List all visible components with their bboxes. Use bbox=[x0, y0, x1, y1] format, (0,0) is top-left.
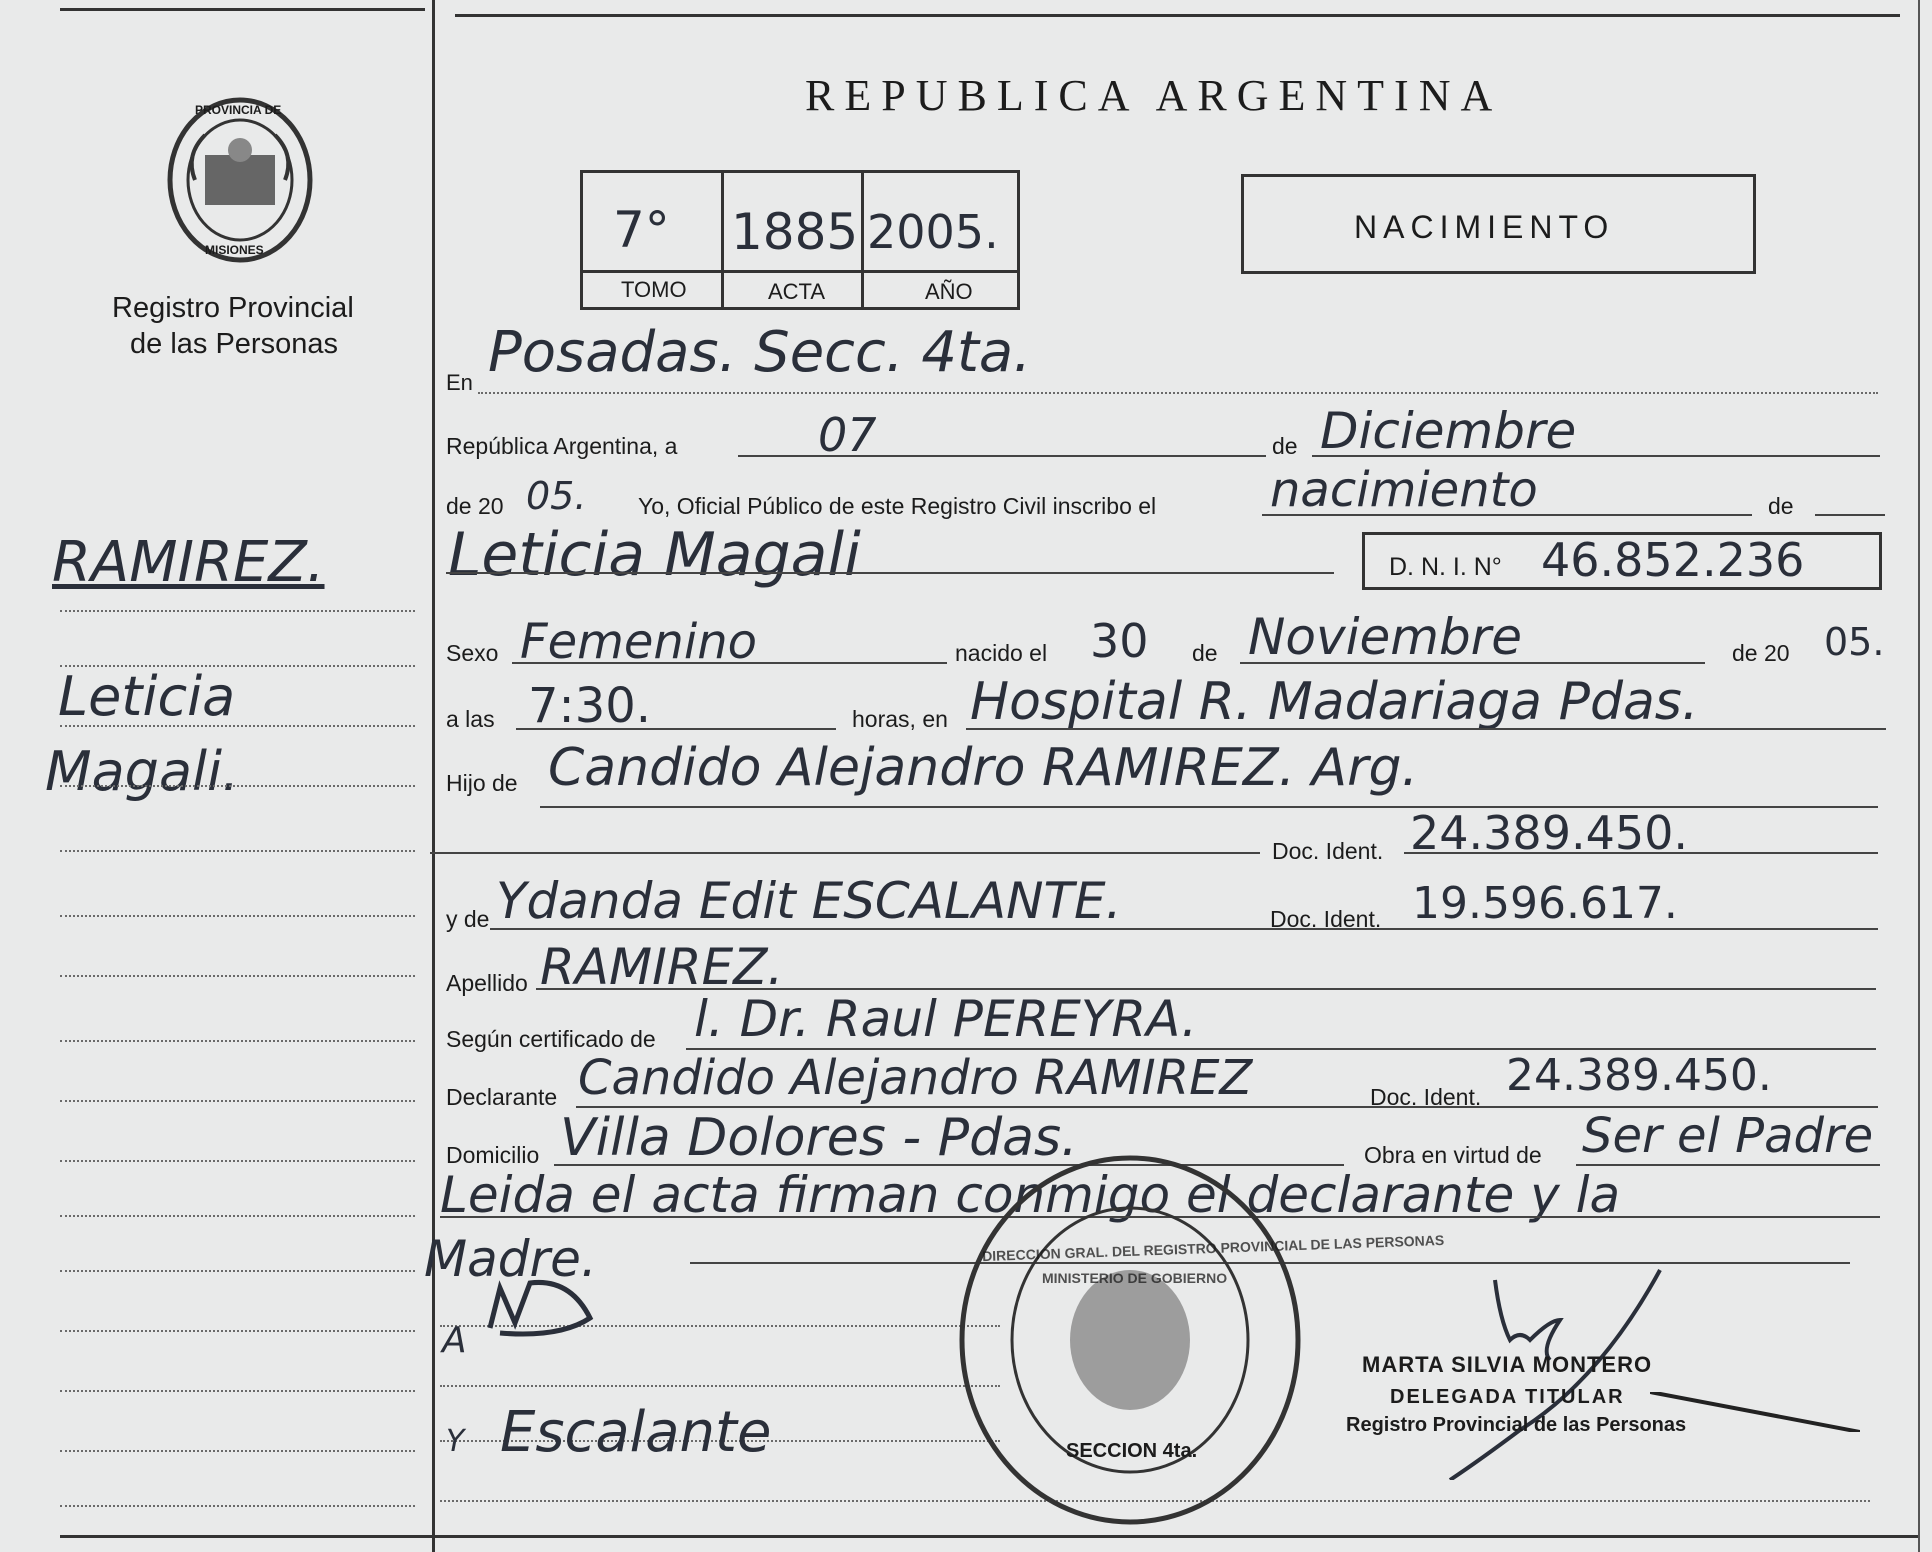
margin-line bbox=[60, 665, 415, 667]
margin-line bbox=[60, 1330, 415, 1332]
doc-ident-label-3: Doc. Ident. bbox=[1370, 1084, 1482, 1110]
margin-line bbox=[60, 725, 415, 727]
declarante-label: Declarante bbox=[446, 1084, 558, 1110]
margin-line bbox=[60, 1450, 415, 1452]
month-value: Diciembre bbox=[1320, 402, 1577, 460]
en-line bbox=[478, 392, 1878, 394]
margin-line bbox=[60, 975, 415, 977]
mother-doc: 19.596.617. bbox=[1412, 878, 1678, 929]
province-seal bbox=[165, 95, 315, 265]
signature1-mark: A bbox=[442, 1320, 467, 1361]
de-label-3: de bbox=[1192, 640, 1218, 666]
tomo-value: 7° bbox=[613, 201, 670, 259]
margin-surname: RAMIREZ. bbox=[52, 530, 325, 595]
stamp-section: SECCION 4ta. bbox=[1066, 1440, 1198, 1462]
alas-label: a las bbox=[446, 706, 495, 732]
de-label: de bbox=[1272, 433, 1298, 459]
margin-line bbox=[60, 1270, 415, 1272]
registry-type-label: NACIMIENTO bbox=[1354, 209, 1615, 245]
record-divider bbox=[721, 173, 724, 307]
horas-label: horas, en bbox=[852, 706, 948, 732]
hour-value: 7:30. bbox=[528, 678, 652, 734]
de20-label-2: de 20 bbox=[1732, 640, 1790, 666]
de-label-2: de bbox=[1768, 493, 1794, 519]
note-line-2: Madre. bbox=[424, 1230, 597, 1288]
obra-line bbox=[1576, 1164, 1880, 1166]
signature-line bbox=[440, 1385, 1000, 1387]
apellido-value: RAMIREZ. bbox=[540, 938, 784, 996]
declarante-doc: 24.389.450. bbox=[1506, 1050, 1772, 1101]
yo-text: Yo, Oficial Público de este Registro Civil inscribo el bbox=[638, 493, 1157, 519]
acta-label: ACTA bbox=[768, 279, 826, 304]
birth-month-line bbox=[1240, 662, 1705, 664]
name-value: Leticia Magali bbox=[448, 520, 861, 590]
place-value: Hospital R. Madariaga Pdas. bbox=[970, 672, 1699, 732]
right-edge bbox=[1918, 0, 1920, 1552]
apellido-label: Apellido bbox=[446, 970, 528, 996]
father-doc: 24.389.450. bbox=[1410, 806, 1688, 860]
stamp-inner-text: MINISTERIO DE GOBIERNO bbox=[1042, 1270, 1228, 1286]
name-line bbox=[446, 572, 1334, 574]
father-line-2 bbox=[430, 852, 1260, 854]
official-title: DELEGADA TITULAR bbox=[1390, 1386, 1625, 1408]
margin-line bbox=[60, 1160, 415, 1162]
father-value: Candido Alejandro RAMIREZ. Arg. bbox=[548, 738, 1419, 798]
sexo-line bbox=[512, 662, 947, 664]
margin-line bbox=[60, 610, 415, 612]
doc-ident-label: Doc. Ident. bbox=[1272, 838, 1384, 864]
place-line bbox=[966, 728, 1886, 730]
mother-value: Ydanda Edit ESCALANTE. bbox=[496, 872, 1122, 930]
obra-value: Ser el Padre bbox=[1582, 1108, 1874, 1164]
margin-line bbox=[60, 1390, 415, 1392]
month-line bbox=[1312, 455, 1880, 457]
sexo-value: Femenino bbox=[520, 614, 757, 670]
en-value: Posadas. Secc. 4ta. bbox=[488, 320, 1032, 385]
de-line-2 bbox=[1815, 514, 1885, 516]
margin-line bbox=[60, 1215, 415, 1217]
official-name: MARTA SILVIA MONTERO bbox=[1362, 1352, 1653, 1377]
margin-line bbox=[60, 1040, 415, 1042]
record-divider bbox=[861, 173, 864, 307]
official-stamp bbox=[955, 1150, 1305, 1530]
official-strike-line bbox=[1650, 1392, 1860, 1432]
birth-month: Noviembre bbox=[1248, 608, 1522, 666]
registry-name-line2: de las Personas bbox=[130, 328, 338, 360]
day-line bbox=[738, 455, 1266, 457]
registry-type-box bbox=[1241, 174, 1756, 274]
republica-label: República Argentina, a bbox=[446, 433, 678, 459]
event-line bbox=[1262, 514, 1752, 516]
left-column-top-rule bbox=[60, 8, 425, 11]
bottom-rule bbox=[60, 1535, 1920, 1538]
margin-line bbox=[60, 1100, 415, 1102]
country-title: REPUBLICA ARGENTINA bbox=[805, 71, 1503, 120]
signature2-mark: Y bbox=[446, 1424, 465, 1459]
seal-ring-bottom: MISIONES bbox=[205, 243, 264, 257]
dni-box bbox=[1362, 532, 1882, 590]
column-divider bbox=[432, 0, 435, 1552]
margin-line bbox=[60, 850, 415, 852]
domicilio-value: Villa Dolores - Pdas. bbox=[560, 1108, 1078, 1168]
ano-label: AÑO bbox=[925, 279, 973, 304]
event-value: nacimiento bbox=[1270, 462, 1538, 518]
official-office: Registro Provincial de las Personas bbox=[1346, 1414, 1687, 1436]
right-column-top-rule bbox=[455, 14, 1900, 17]
segun-label: Según certificado de bbox=[446, 1026, 656, 1052]
domicilio-label: Domicilio bbox=[446, 1142, 540, 1168]
margin-line bbox=[60, 915, 415, 917]
declarante-signature: Escalante bbox=[500, 1400, 772, 1465]
margin-given-name-1: Leticia bbox=[58, 665, 236, 728]
nacido-label: nacido el bbox=[955, 640, 1048, 666]
official-stamp-icon bbox=[955, 1150, 1305, 1530]
record-number-box bbox=[580, 170, 1020, 310]
declarante-value: Candido Alejandro RAMIREZ bbox=[578, 1050, 1253, 1106]
ano-value: 2005. bbox=[867, 205, 999, 259]
de20-label: de 20 bbox=[446, 493, 504, 519]
obra-label: Obra en virtud de bbox=[1364, 1142, 1542, 1168]
birth-year: 05. bbox=[1824, 620, 1885, 664]
note-line-1: Leida el acta firman conmigo el declarante y la bbox=[440, 1166, 1621, 1224]
margin-given-name-2: Magali. bbox=[45, 740, 240, 803]
segun-value: l. Dr. Raul PEREYRA. bbox=[694, 990, 1198, 1048]
acta-value: 1885 bbox=[731, 203, 859, 261]
dni-value: 46.852.236 bbox=[1541, 533, 1805, 587]
sexo-label: Sexo bbox=[446, 640, 499, 666]
dni-label: D. N. I. N° bbox=[1389, 553, 1502, 581]
registry-name-line1: Registro Provincial bbox=[112, 292, 354, 324]
tomo-label: TOMO bbox=[621, 277, 687, 302]
yde-label: y de bbox=[446, 906, 490, 932]
mother-line bbox=[490, 928, 1878, 930]
hijo-label: Hijo de bbox=[446, 770, 518, 796]
en-label: En bbox=[446, 370, 473, 395]
stamp-outer-text: DIRECCION GRAL. DEL REGISTRO PROVINCIAL DE LAS PERSONAS bbox=[981, 1231, 1445, 1265]
day-value: 07 bbox=[818, 408, 877, 462]
margin-line bbox=[60, 785, 415, 787]
year-value: 05. bbox=[526, 474, 587, 518]
margin-line bbox=[60, 1505, 415, 1507]
misiones-seal-icon bbox=[165, 95, 315, 265]
father-doc-line bbox=[1404, 852, 1878, 854]
birth-day: 30 bbox=[1090, 614, 1149, 668]
record-label-rule bbox=[583, 270, 1017, 273]
doc-ident-label-2: Doc. Ident. bbox=[1270, 906, 1382, 932]
hour-line bbox=[516, 728, 836, 730]
seal-ring-top: PROVINCIA DE bbox=[195, 103, 282, 117]
